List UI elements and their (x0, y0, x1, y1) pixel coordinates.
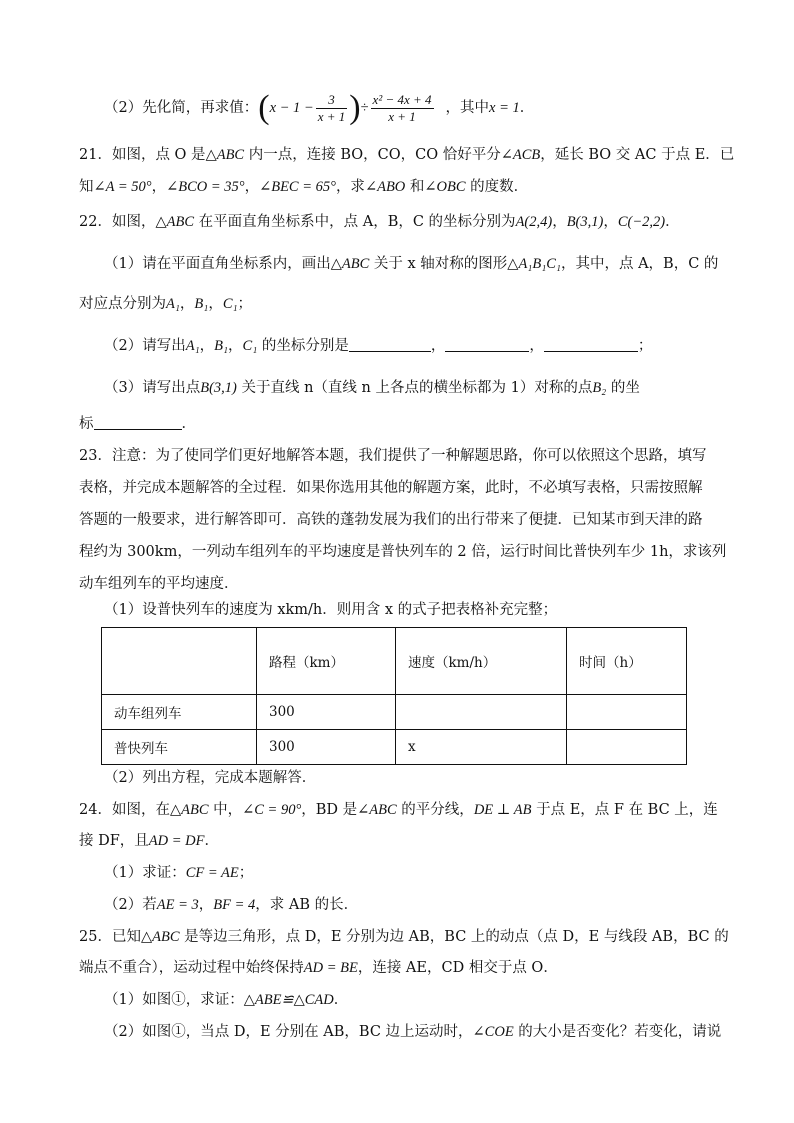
math: B(3,1) (200, 380, 237, 396)
text: 在平面直角坐标系中，点 A，B，C 的坐标分别为 (194, 214, 516, 230)
text: 22．如图， (79, 214, 156, 230)
q23-line-4: 程约为 300km，一列动车组列车的平均速度是普快列车的 2 倍，运行时间比普快列车少 1h，求该列 (79, 544, 727, 560)
text: ， (198, 897, 214, 913)
q23-table (101, 627, 687, 765)
text: 25．已知 (79, 929, 141, 945)
table-cell: 300 (257, 695, 396, 730)
text: ，连接 AE，CD 相交于点 O． (357, 960, 558, 976)
text: （3）请写出点 (104, 380, 201, 396)
text: 中， (208, 802, 243, 818)
table-header-row (102, 628, 687, 695)
text: ， (244, 179, 260, 195)
text: ， (529, 338, 544, 354)
table-row (102, 695, 687, 730)
text: （1）请在平面直角坐标系内，画出 (104, 256, 331, 272)
text: 关于 x 轴对称的图形 (369, 256, 508, 272)
q24-line-1 (79, 800, 718, 820)
text: 的坐标分别是 (257, 338, 349, 354)
table-cell: 300 (257, 730, 396, 765)
q25-part1 (104, 990, 348, 1010)
text: 接 DF，且 (79, 833, 149, 849)
q20-suffix: ，其中 (445, 100, 490, 116)
math: ∠OBC (424, 179, 466, 195)
text: 内一点，连接 BO，CO，CO 恰好平分 (244, 147, 501, 163)
table-cell: x (396, 730, 567, 765)
text: 标 (79, 416, 94, 432)
text: ． (333, 992, 349, 1008)
math: B(3,1) (566, 214, 604, 230)
text: 和 (405, 179, 425, 195)
text: ； (238, 865, 254, 881)
table-cell-input[interactable] (567, 730, 687, 765)
text: ， (208, 296, 223, 312)
text: ，求 (335, 179, 365, 195)
text: （1）求证： (104, 865, 186, 881)
table-cell-input[interactable] (396, 695, 567, 730)
text: ， (430, 338, 446, 354)
text: 的大小是否变化？若变化，请说 (513, 1024, 722, 1040)
text: ， (603, 214, 618, 230)
math: ∠ABO (364, 179, 406, 195)
text: ， (199, 338, 215, 354)
table-cell: 动车组列车 (102, 695, 257, 730)
math: BF = 4 (213, 897, 256, 913)
math: AD = BE (303, 960, 358, 976)
math: ∠COE (472, 1024, 514, 1040)
answer-blank-b1[interactable] (445, 337, 529, 352)
text: 是等边三角形，点 D，E 分别为边 AB，BC 上的动点（点 D，E 与线段 AB，BC 的 (179, 929, 729, 945)
q25-part2 (104, 1022, 721, 1042)
text: （2）请写出 (104, 338, 186, 354)
fraction-denominator: x + 1 (317, 108, 346, 124)
table-row (102, 730, 687, 765)
q24-line-2 (79, 831, 219, 851)
math: C₁ (222, 296, 238, 312)
q20-fraction-1 (316, 92, 348, 125)
q22-part3-line-2 (79, 414, 196, 434)
math: ∠BEC = 65° (259, 179, 336, 195)
table-header-cell: 速度（km/h） (396, 628, 567, 695)
left-paren: ( (258, 89, 270, 126)
q24-part2 (104, 895, 358, 915)
fraction-numerator: x² − 4x + 4 (372, 91, 432, 107)
right-paren: ) (349, 89, 361, 126)
q20-condition: x = 1 (489, 100, 520, 116)
table-header-cell (102, 628, 257, 695)
text: （1）如图①，求证： (104, 992, 244, 1008)
text: ； (237, 296, 253, 312)
math: △ABE≌△CAD (243, 992, 334, 1008)
math: AE = 3 (156, 897, 199, 913)
q23-line-5: 动车组列车的平均速度． (79, 576, 239, 592)
text: 的度数． (465, 179, 529, 195)
q20-expr-a: x − 1 − (269, 100, 314, 116)
math: A₁ (185, 338, 200, 354)
text: 21．如图，点 O 是 (79, 147, 206, 163)
q22-part1-line-1 (104, 254, 718, 274)
table-cell-input[interactable] (567, 695, 687, 730)
text: 知 (79, 179, 94, 195)
q23-part1: （1）设普快列车的速度为 xkm/h．则用含 x 的式子把表格补充完整； (104, 602, 558, 618)
math: B₁ (214, 338, 229, 354)
text: ，求 AB 的长． (255, 897, 359, 913)
q22-part1-line-2 (79, 294, 252, 314)
q24-part1 (104, 863, 253, 883)
q23-line-2: 表格，并完成本题解答的全过程．如果你选用其他的解题方案，此时，不必填写表格，只需按照解 (79, 480, 703, 496)
math: △ABC (140, 929, 180, 945)
math: ∠ACB (500, 147, 541, 163)
fraction-denominator: x + 1 (388, 108, 416, 124)
table-header-cell: 路程（km） (257, 628, 396, 695)
math: AD = DF (148, 833, 205, 849)
text: ． (665, 214, 680, 230)
text: 24．如图，在 (79, 802, 170, 818)
q21-line-1 (79, 145, 734, 165)
text: ； (637, 338, 653, 354)
math: A₁ (166, 296, 180, 312)
math: ∠A = 50° (93, 179, 152, 195)
math: C₁ (242, 338, 258, 354)
math: △ABC (330, 256, 370, 272)
text: ，BD 是 (301, 802, 358, 818)
q22-part3-line-1 (104, 378, 640, 398)
math: △ABC (205, 147, 245, 163)
q23-part2: （2）列出方程，完成本题解答． (104, 770, 317, 786)
text: 对应点分别为 (79, 296, 166, 312)
text: ， (179, 296, 195, 312)
q25-line-2 (79, 958, 558, 978)
math: ∠C = 90° (242, 802, 302, 818)
q20-prefix: （2）先化简，再求值： (104, 100, 259, 116)
answer-blank-c1[interactable] (544, 337, 638, 352)
q20-part2 (104, 88, 534, 128)
math: B₁ (194, 296, 209, 312)
fraction-numerator: 3 (316, 92, 348, 109)
math: ∠BCO = 35° (166, 179, 245, 195)
text: 端点不重合），运动过程中始终保持 (79, 960, 304, 976)
math: B₂ (592, 380, 607, 396)
math: △ABC (155, 214, 194, 230)
answer-blank-b2[interactable] (94, 415, 182, 430)
q25-line-1 (79, 927, 729, 947)
math: ∠ABC (357, 802, 397, 818)
text: 于点 E，点 F 在 BC 上，连 (531, 802, 718, 818)
text: ， (151, 179, 167, 195)
text: 的平分线， (396, 802, 474, 818)
text: ， (228, 338, 243, 354)
table-cell: 普快列车 (102, 730, 257, 765)
q20-div-sign: ÷ (360, 100, 369, 116)
q20-fraction-2 (371, 92, 434, 125)
text: ，其中，点 A，B，C 的 (560, 256, 719, 272)
text: ，延长 BO 交 AC 于点 E．已 (540, 147, 735, 163)
text: 关于直线 n（直线 n 上各点的横坐标都为 1）对称的点 (236, 380, 593, 396)
q20-end: ． (519, 100, 535, 116)
text: 的坐 (606, 380, 640, 396)
table-header-cell: 时间（h） (567, 628, 687, 695)
text: （2）若 (104, 897, 157, 913)
math: C(−2,2) (617, 214, 666, 230)
text: （2）如图①，当点 D，E 分别在 AB，BC 边上运动时， (104, 1024, 473, 1040)
answer-blank-a1[interactable] (349, 337, 431, 352)
math: △A₁B₁C₁ (507, 256, 561, 272)
math: △ABC (169, 802, 209, 818)
q23-line-1: 23．注意：为了使同学们更好地解答本题，我们提供了一种解题思路，你可以依照这个思路，填写 (79, 448, 707, 464)
text: ． (204, 833, 219, 849)
q22-part2 (104, 336, 652, 356)
math: CF = AE (185, 865, 239, 881)
math: A(2,4) (515, 214, 553, 230)
q22-line-1 (79, 212, 680, 232)
text: ． (181, 416, 196, 432)
q21-line-2 (79, 177, 528, 197)
q23-line-3: 答题的一般要求，进行解答即可．高铁的蓬勃发展为我们的出行带来了便捷．已知某市到天津的路 (79, 512, 703, 528)
math: DE ⊥ AB (473, 802, 532, 818)
text: ， (552, 214, 567, 230)
